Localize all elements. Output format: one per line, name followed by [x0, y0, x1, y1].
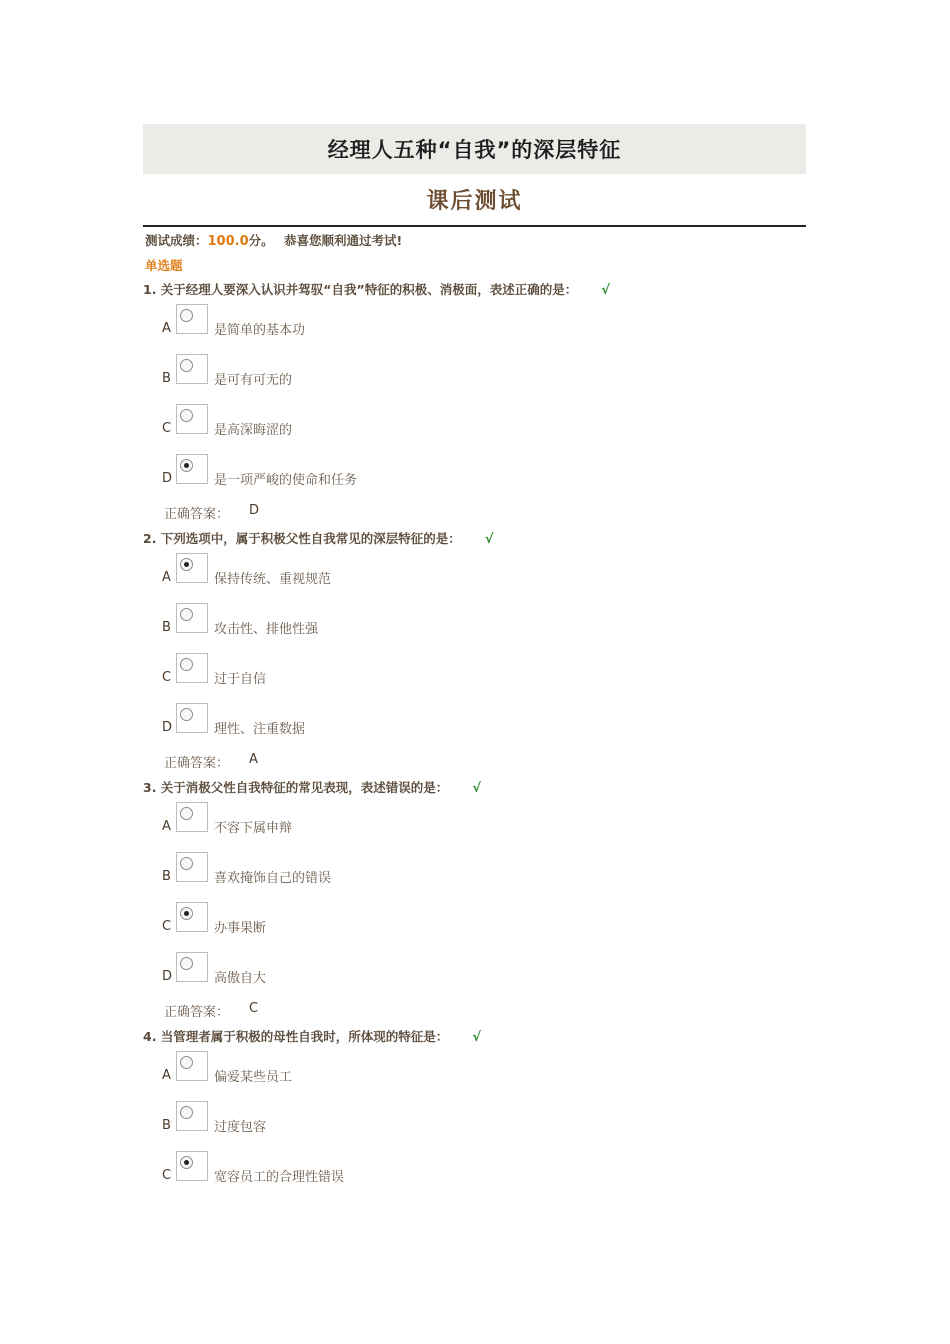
option-b[interactable]	[143, 353, 843, 403]
score-value: 100.0	[207, 234, 249, 249]
option-letter: B	[162, 869, 171, 884]
correct-check-icon: √	[484, 532, 494, 547]
option-letter: A	[162, 570, 171, 585]
radio-selected-icon[interactable]	[180, 558, 193, 571]
option-text: 是简单的基本功	[214, 323, 306, 338]
option-text: 过于自信	[214, 672, 267, 687]
question-title	[143, 281, 843, 303]
option-text: 攻击性、排他性强	[214, 622, 319, 637]
option-text: 喜欢掩饰自己的错误	[214, 871, 332, 886]
radio-box[interactable]	[176, 304, 208, 334]
option-letter: A	[162, 819, 171, 834]
radio-box[interactable]	[176, 802, 208, 832]
option-d[interactable]	[143, 453, 843, 503]
question-4	[143, 1028, 843, 1200]
radio-box[interactable]	[176, 454, 208, 484]
option-b[interactable]	[143, 1100, 843, 1150]
option-a[interactable]	[143, 801, 843, 851]
option-text: 办事果断	[214, 921, 267, 936]
correct-check-icon: √	[601, 283, 610, 298]
answer-label: 正确答案：	[164, 756, 230, 771]
radio-box[interactable]	[176, 1151, 208, 1181]
option-c[interactable]	[143, 652, 843, 702]
header-divider	[143, 225, 806, 227]
question-text: 2. 下列选项中，属于积极父性自我常见的深层特征的是：	[143, 531, 461, 546]
option-b[interactable]	[143, 851, 843, 901]
question-3	[143, 779, 843, 1027]
question-text: 1. 关于经理人要深入认识并驾驭“自我”特征的积极、消极面，表述正确的是：	[143, 282, 578, 297]
option-letter: D	[162, 720, 173, 735]
correct-check-icon: √	[472, 781, 481, 796]
option-text: 是可有可无的	[214, 373, 293, 388]
option-text: 宽容员工的合理性错误	[214, 1170, 345, 1185]
radio-box[interactable]	[176, 852, 208, 882]
radio-icon[interactable]	[180, 1056, 193, 1069]
radio-box[interactable]	[176, 902, 208, 932]
option-letter: C	[162, 1168, 172, 1183]
question-title	[143, 779, 843, 801]
radio-box[interactable]	[176, 404, 208, 434]
question-title	[143, 1028, 843, 1050]
answer-label: 正确答案：	[164, 1005, 230, 1020]
radio-box[interactable]	[176, 354, 208, 384]
option-letter: C	[162, 919, 172, 934]
page-subtitle: 课后测试	[426, 189, 523, 214]
radio-icon[interactable]	[180, 608, 193, 621]
radio-box[interactable]	[176, 952, 208, 982]
answer-value: A	[249, 752, 258, 767]
option-letter: A	[162, 321, 171, 336]
radio-selected-icon[interactable]	[180, 459, 193, 472]
correct-answer-row	[143, 503, 843, 529]
option-d[interactable]	[143, 951, 843, 1001]
radio-box[interactable]	[176, 653, 208, 683]
radio-box[interactable]	[176, 553, 208, 583]
option-letter: B	[162, 1118, 171, 1133]
option-text: 保持传统、重视规范	[214, 572, 332, 587]
radio-icon[interactable]	[180, 857, 193, 870]
question-1	[143, 281, 843, 529]
answer-value: C	[249, 1001, 259, 1016]
pass-message: 恭喜您顺利通过考试!	[284, 233, 403, 248]
option-letter: B	[162, 620, 171, 635]
question-title	[143, 530, 843, 552]
option-text: 不容下属申辩	[214, 821, 293, 836]
option-text: 偏爱某些员工	[214, 1070, 293, 1085]
question-text: 4. 当管理者属于积极的母性自我时，所体现的特征是：	[143, 1029, 449, 1044]
option-text: 理性、注重数据	[214, 722, 306, 737]
radio-box[interactable]	[176, 1101, 208, 1131]
option-d[interactable]	[143, 702, 843, 752]
radio-selected-icon[interactable]	[180, 907, 193, 920]
option-letter: C	[162, 670, 172, 685]
correct-answer-row	[143, 752, 843, 778]
answer-label: 正确答案：	[164, 507, 230, 522]
page-title: 经理人五种“自我”的深层特征	[143, 124, 806, 174]
radio-icon[interactable]	[180, 807, 193, 820]
radio-icon[interactable]	[180, 1106, 193, 1119]
option-text: 高傲自大	[214, 971, 267, 986]
option-letter: C	[162, 421, 172, 436]
score-label: 测试成绩：	[145, 233, 208, 248]
option-a[interactable]	[143, 1050, 843, 1100]
radio-selected-icon[interactable]	[180, 1156, 193, 1169]
option-c[interactable]	[143, 403, 843, 453]
radio-icon[interactable]	[180, 957, 193, 970]
question-2	[143, 530, 843, 778]
question-text: 3. 关于消极父性自我特征的常见表现，表述错误的是：	[143, 780, 449, 795]
radio-icon[interactable]	[180, 409, 193, 422]
radio-box[interactable]	[176, 1051, 208, 1081]
option-text: 是高深晦涩的	[214, 423, 293, 438]
answer-value: D	[249, 503, 260, 518]
radio-box[interactable]	[176, 603, 208, 633]
option-text: 是一项严峻的使命和任务	[214, 473, 358, 488]
option-letter: D	[162, 471, 173, 486]
radio-icon[interactable]	[180, 309, 193, 322]
radio-icon[interactable]	[180, 359, 193, 372]
option-a[interactable]	[143, 552, 843, 602]
option-letter: B	[162, 371, 171, 386]
score-unit: 分。	[248, 233, 274, 248]
option-letter: A	[162, 1068, 171, 1083]
option-letter: D	[162, 969, 173, 984]
option-c[interactable]	[143, 901, 843, 951]
option-text: 过度包容	[214, 1120, 267, 1135]
option-c[interactable]	[143, 1150, 843, 1200]
option-b[interactable]	[143, 602, 843, 652]
score-line	[145, 231, 402, 249]
radio-box[interactable]	[176, 703, 208, 733]
radio-icon[interactable]	[180, 708, 193, 721]
correct-check-icon: √	[472, 1030, 481, 1045]
option-a[interactable]	[143, 303, 843, 353]
section-type: 单选题	[145, 258, 183, 273]
correct-answer-row	[143, 1001, 843, 1027]
radio-icon[interactable]	[180, 658, 193, 671]
